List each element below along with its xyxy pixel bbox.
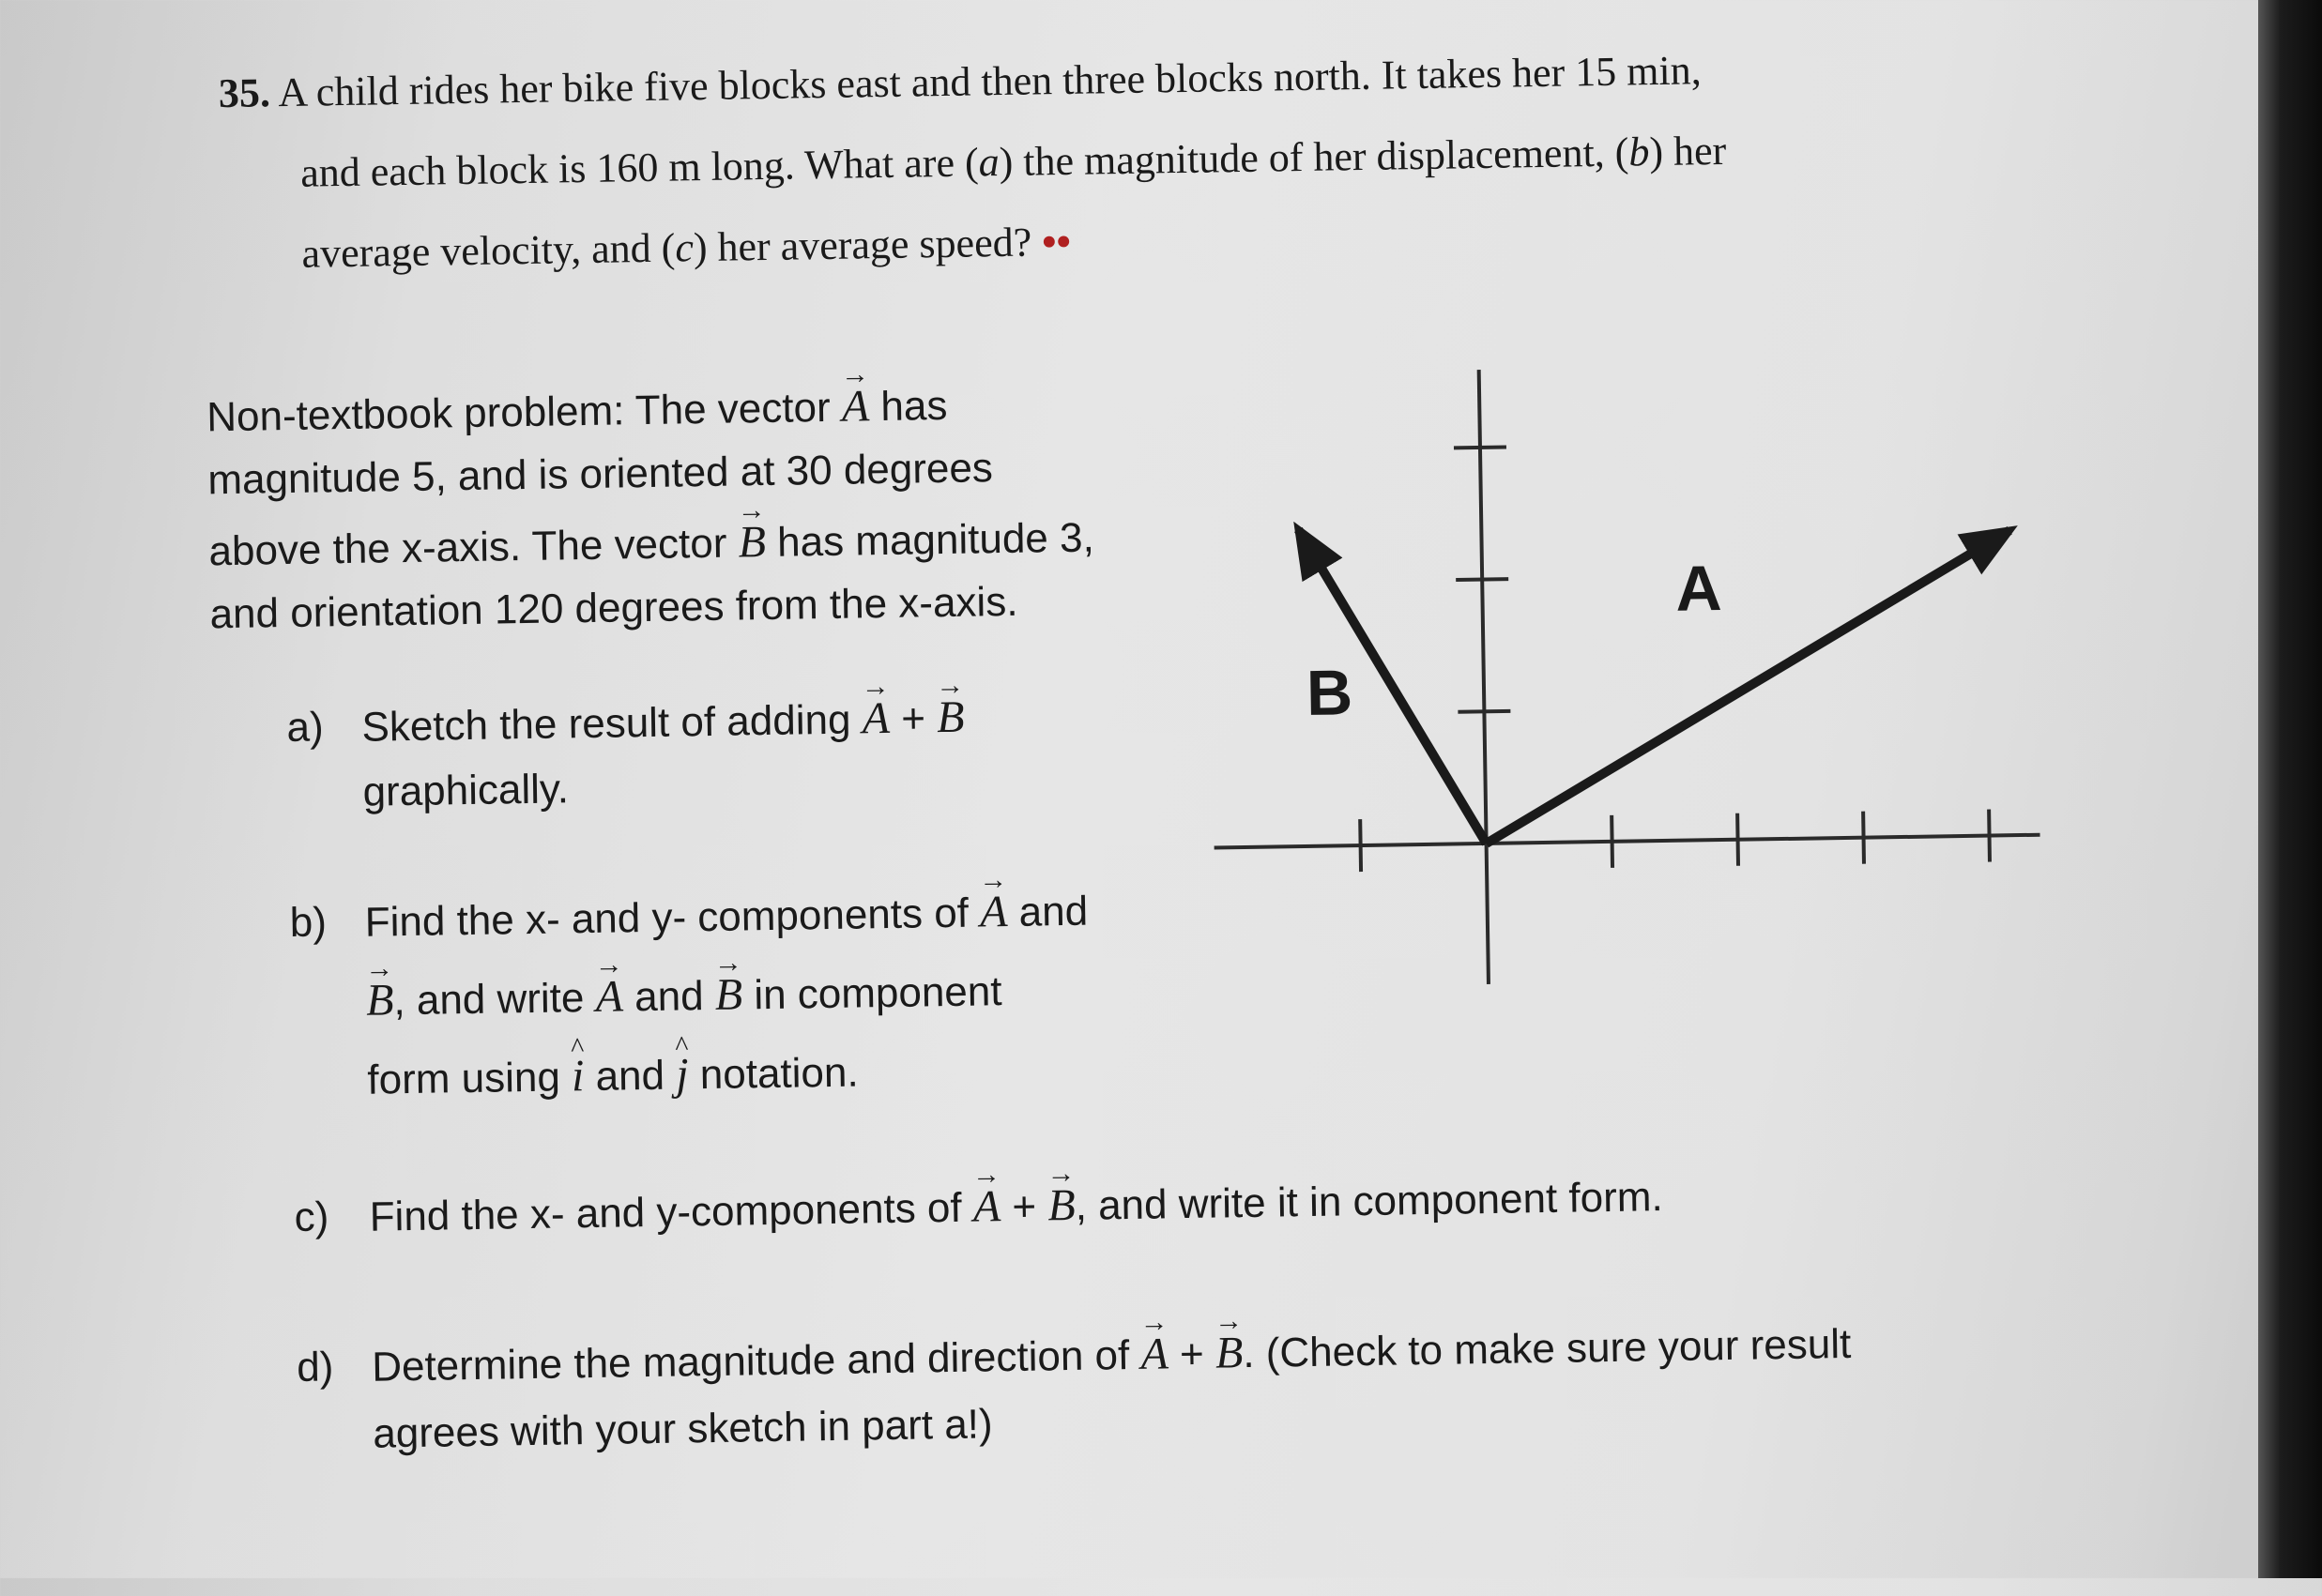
part-a: a) Sketch the result of adding → A + → B graphically.: [286, 677, 1134, 850]
part-c-label: c): [294, 1193, 329, 1240]
x-axis: [1214, 835, 2040, 848]
vector-A-label: A: [1674, 553, 1723, 625]
y-axis-tick: [1456, 579, 1508, 580]
unit-vector-i: ^ i: [571, 1039, 585, 1114]
nontextbook-problem: Non-textbook problem: The vector → A has magnitude 5, and is oriented at 30 degrees above the x-axis. The vector → B has magnitude 3, and orientation 120 degrees from the x-axis.: [206, 370, 1186, 646]
part-d: d) Determine the magnitude and direction of → A + → B. (Check to make sure your result agrees with your sketch in part a!): [297, 1304, 1988, 1490]
problem-35-line-2: and each block is 160 m long. What are (a) the magnitude of her displacement, (b) her: [299, 127, 1727, 196]
difficulty-dots: ••: [1041, 218, 1072, 266]
part-d-label: d): [296, 1344, 334, 1391]
problem-35-line-3: average velocity, and (c) her average speed? ••: [301, 218, 1072, 277]
problem-35-line-1: 35. A child rides her bike five blocks east and then three blocks north. It takes her 15 min,: [218, 47, 1703, 117]
vector-A-symbol: → A: [841, 374, 869, 437]
part-b-label: b): [289, 899, 328, 947]
x-axis-tick: [1863, 812, 1864, 864]
problem-number: 35.: [218, 69, 271, 117]
part-c: c) Find the x- and y-components of → A + → B, and write it in component form.: [294, 1155, 1890, 1265]
vector-A-arrow: [1481, 530, 2014, 844]
x-axis-tick: [1360, 819, 1361, 872]
y-axis: [1479, 370, 1489, 984]
part-b: b) Find the x- and y- components of → A and → B, and write → A and → B in component form using ^ i and ^ j notation.: [289, 872, 1213, 1130]
y-axis-tick: [1454, 447, 1506, 448]
vector-B-label: B: [1306, 657, 1353, 729]
x-axis-tick: [1989, 810, 1990, 862]
part-a-label: a): [286, 704, 325, 752]
unit-vector-j: ^ j: [676, 1037, 690, 1112]
vector-B-symbol: → B: [738, 510, 766, 573]
x-axis-tick: [1737, 813, 1738, 866]
y-axis-tick: [1458, 711, 1510, 712]
